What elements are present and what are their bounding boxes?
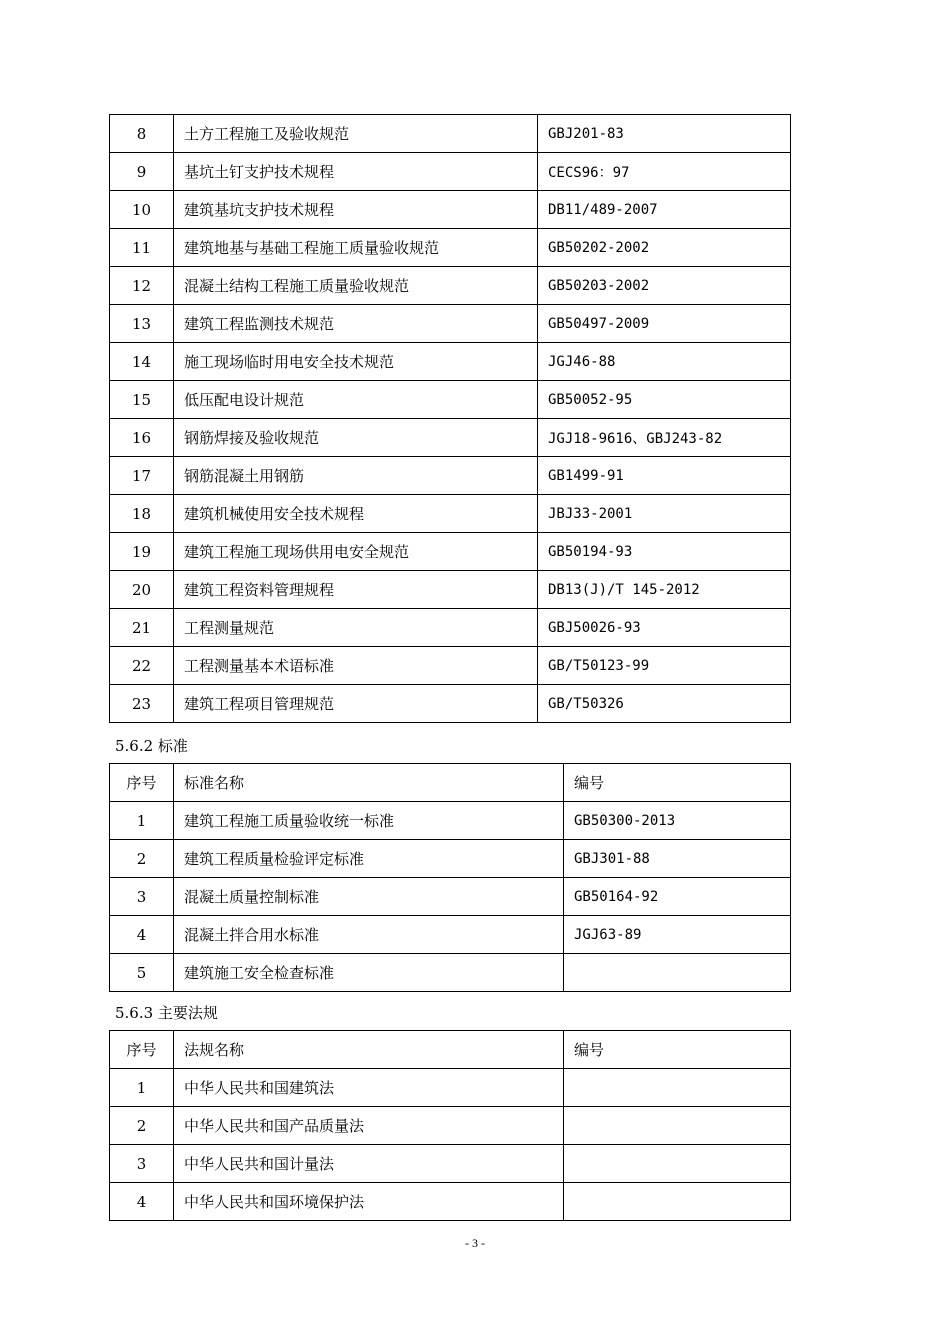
row-name: 基坑土钉支护技术规程 (174, 153, 538, 191)
table-row (110, 191, 791, 229)
table-row (110, 1069, 791, 1107)
row-name: 建筑机械使用安全技术规程 (174, 495, 538, 533)
row-name: 建筑基坑支护技术规程 (174, 191, 538, 229)
row-code: CECS96：97 (538, 153, 791, 191)
table-row (110, 419, 791, 457)
table-row (110, 533, 791, 571)
row-name: 建筑工程监测技术规范 (174, 305, 538, 343)
row-number: 23 (110, 685, 174, 723)
row-name: 建筑工程项目管理规范 (174, 685, 538, 723)
row-number: 15 (110, 381, 174, 419)
standards-heading: 5.6.2 标准 (115, 737, 188, 755)
row-code (564, 1107, 791, 1145)
header-code: 编号 (564, 764, 791, 802)
row-code: GBJ301-88 (564, 840, 791, 878)
row-code: JGJ18-9616、GBJ243-82 (538, 419, 791, 457)
table-row (110, 609, 791, 647)
row-name: 建筑工程施工质量验收统一标准 (174, 802, 564, 840)
table-row (110, 115, 791, 153)
row-code: GB50300-2013 (564, 802, 791, 840)
row-number: 14 (110, 343, 174, 381)
row-number: 4 (110, 916, 174, 954)
row-number: 21 (110, 609, 174, 647)
page-number: - 3 - (465, 1236, 485, 1250)
row-number: 2 (110, 1107, 174, 1145)
header-no: 序号 (110, 1031, 174, 1069)
table-row (110, 1183, 791, 1221)
laws-table-body (110, 1031, 791, 1221)
row-code: GBJ201-83 (538, 115, 791, 153)
row-code: JGJ46-88 (538, 343, 791, 381)
table-header-row (110, 1031, 791, 1069)
row-code (564, 954, 791, 992)
row-number: 5 (110, 954, 174, 992)
row-name: 混凝土拌合用水标准 (174, 916, 564, 954)
row-number: 12 (110, 267, 174, 305)
row-code: JBJ33-2001 (538, 495, 791, 533)
table-row (110, 840, 791, 878)
row-number: 3 (110, 878, 174, 916)
header-no: 序号 (110, 764, 174, 802)
row-code: GB50052-95 (538, 381, 791, 419)
table-row (110, 878, 791, 916)
row-code: JGJ63-89 (564, 916, 791, 954)
row-number: 3 (110, 1145, 174, 1183)
row-name: 混凝土结构工程施工质量验收规范 (174, 267, 538, 305)
row-number: 13 (110, 305, 174, 343)
table-row (110, 1145, 791, 1183)
row-number: 17 (110, 457, 174, 495)
row-code: GB/T50326 (538, 685, 791, 723)
row-code: GB50497-2009 (538, 305, 791, 343)
row-name: 工程测量规范 (174, 609, 538, 647)
row-name: 中华人民共和国环境保护法 (174, 1183, 564, 1221)
table-row (110, 685, 791, 723)
row-code: DB11/489-2007 (538, 191, 791, 229)
row-code: DB13(J)/T 145-2012 (538, 571, 791, 609)
standards-table-body (110, 764, 791, 992)
row-code: GB50164-92 (564, 878, 791, 916)
table-row (110, 229, 791, 267)
spec-table-body (110, 115, 791, 723)
table-row (110, 571, 791, 609)
row-number: 8 (110, 115, 174, 153)
row-name: 中华人民共和国计量法 (174, 1145, 564, 1183)
row-code (564, 1069, 791, 1107)
row-name: 建筑施工安全检查标准 (174, 954, 564, 992)
row-number: 20 (110, 571, 174, 609)
row-name: 建筑地基与基础工程施工质量验收规范 (174, 229, 538, 267)
table-row (110, 457, 791, 495)
row-name: 建筑工程资料管理规程 (174, 571, 538, 609)
row-number: 2 (110, 840, 174, 878)
row-code (564, 1183, 791, 1221)
row-name: 建筑工程施工现场供用电安全规范 (174, 533, 538, 571)
table-row (110, 647, 791, 685)
row-code: GBJ50026-93 (538, 609, 791, 647)
row-name: 土方工程施工及验收规范 (174, 115, 538, 153)
row-name: 中华人民共和国建筑法 (174, 1069, 564, 1107)
row-name: 中华人民共和国产品质量法 (174, 1107, 564, 1145)
row-number: 16 (110, 419, 174, 457)
row-code: GB/T50123-99 (538, 647, 791, 685)
row-name: 工程测量基本术语标准 (174, 647, 538, 685)
row-number: 4 (110, 1183, 174, 1221)
laws-table (109, 1030, 791, 1221)
table-row (110, 343, 791, 381)
row-number: 10 (110, 191, 174, 229)
table-row (110, 381, 791, 419)
row-number: 9 (110, 153, 174, 191)
row-code: GB50194-93 (538, 533, 791, 571)
row-name: 施工现场临时用电安全技术规范 (174, 343, 538, 381)
header-name: 法规名称 (174, 1031, 564, 1069)
header-code: 编号 (564, 1031, 791, 1069)
table-row (110, 954, 791, 992)
row-code: GB50203-2002 (538, 267, 791, 305)
row-number: 22 (110, 647, 174, 685)
table-row (110, 305, 791, 343)
standards-table (109, 763, 791, 992)
row-name: 混凝土质量控制标准 (174, 878, 564, 916)
table-row (110, 495, 791, 533)
table-header-row (110, 764, 791, 802)
row-name: 建筑工程质量检验评定标准 (174, 840, 564, 878)
row-name: 钢筋混凝土用钢筋 (174, 457, 538, 495)
row-number: 1 (110, 1069, 174, 1107)
table-row (110, 802, 791, 840)
row-number: 1 (110, 802, 174, 840)
table-row (110, 267, 791, 305)
table-row (110, 916, 791, 954)
row-number: 18 (110, 495, 174, 533)
row-number: 19 (110, 533, 174, 571)
row-name: 钢筋焊接及验收规范 (174, 419, 538, 457)
laws-heading: 5.6.3 主要法规 (115, 1004, 218, 1022)
row-name: 低压配电设计规范 (174, 381, 538, 419)
spec-table (109, 114, 791, 723)
table-row (110, 153, 791, 191)
row-code: GB1499-91 (538, 457, 791, 495)
row-code (564, 1145, 791, 1183)
header-name: 标准名称 (174, 764, 564, 802)
row-code: GB50202-2002 (538, 229, 791, 267)
table-row (110, 1107, 791, 1145)
row-number: 11 (110, 229, 174, 267)
